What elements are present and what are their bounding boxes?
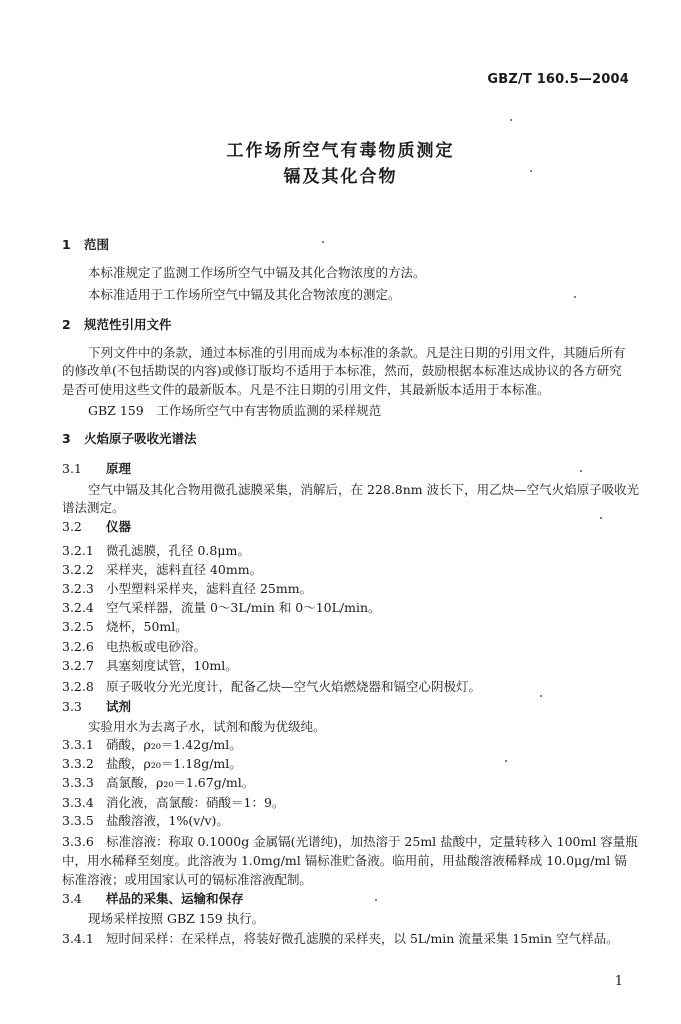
body-line <box>62 481 660 499</box>
body-line <box>62 344 660 362</box>
section-number: 3.3.5 <box>62 813 94 828</box>
line-text: 短时间采样：在采样点，将装好微孔滤膜的采样夹，以 5L/min 流量采集 15min 空气样品。 <box>106 931 619 946</box>
line-text: 实验用水为去离子水，试剂和酸为优级纯。 <box>88 719 326 734</box>
line-text: 原子吸收分光光度计，配备乙炔—空气火焰燃烧器和镉空心阴极灯。 <box>106 679 482 694</box>
section-heading <box>62 316 634 334</box>
section-heading <box>62 518 634 536</box>
body-line <box>62 852 634 870</box>
body-line <box>62 794 634 812</box>
body-line <box>62 678 634 696</box>
body-line <box>62 618 634 636</box>
scan-speck <box>510 119 512 121</box>
body-line <box>62 833 638 851</box>
line-text: 小型塑料采样夹，滤料直径 25mm。 <box>106 581 313 596</box>
body-line <box>62 264 660 282</box>
section-number: 3.2.5 <box>62 619 94 634</box>
body-line <box>62 812 634 830</box>
body-line <box>62 930 634 948</box>
line-text: 空气采样器，流量 0～3L/min 和 0～10L/min。 <box>106 600 381 615</box>
body-line <box>62 657 634 675</box>
line-text: 仪器 <box>106 519 132 534</box>
section-number: 3.3.1 <box>62 737 94 752</box>
line-text: GBZ 159 工作场所空气中有害物质监测的采样规范 <box>88 403 382 418</box>
line-text: 具塞刻度试管，10ml。 <box>106 658 238 673</box>
section-number: 3.3 <box>62 699 82 714</box>
body-line <box>62 774 634 792</box>
scan-speck <box>574 296 576 298</box>
line-text: 下列文件中的条款，通过本标准的引用而成为本标准的条款。凡是注日期的引用文件，其随后所有 <box>88 345 626 360</box>
line-text: 标准溶液：称取 0.1000g 金属镉(光谱纯)，加热溶于 25ml 盐酸中，定量转移入 100ml 容量瓶 <box>106 834 638 849</box>
body-line <box>62 638 634 656</box>
line-text: 中，用水稀释至刻度。此溶液为 1.0mg/ml 镉标准贮备液。临用前，用盐酸溶液稀释成 10.0μg/ml 镉 <box>62 853 627 868</box>
section-number: 3.2.2 <box>62 562 94 577</box>
line-text: 微孔滤膜，孔径 0.8μm。 <box>106 543 250 558</box>
section-number: 3.2.8 <box>62 679 94 694</box>
body-line <box>62 381 634 399</box>
line-text: 消化液，高氯酸：硝酸＝1：9。 <box>106 795 285 810</box>
line-text: 试剂 <box>106 699 132 714</box>
body-line <box>62 718 660 736</box>
section-number: 3.2.6 <box>62 639 94 654</box>
body-line <box>62 871 634 889</box>
line-text: 烧杯，50ml。 <box>106 619 188 634</box>
line-text: 硝酸，ρ₂₀＝1.42g/ml。 <box>106 737 242 752</box>
section-number: 3.3.2 <box>62 756 94 771</box>
standard-code: GBZ/T 160.5—2004 <box>487 72 629 87</box>
body-line <box>62 580 634 598</box>
body-line <box>62 362 634 380</box>
section-number: 3.3.6 <box>62 834 94 849</box>
body-line <box>62 402 660 420</box>
line-text: 样品的采集、运输和保存 <box>106 891 244 906</box>
line-text: 标准溶液；或用国家认可的镉标准溶液配制。 <box>62 872 313 887</box>
line-text: 范围 <box>84 237 110 252</box>
scan-speck <box>530 170 532 172</box>
line-text: 原理 <box>106 461 132 476</box>
body-line <box>62 499 634 517</box>
section-number: 3.2.7 <box>62 658 94 673</box>
scan-speck <box>580 470 582 472</box>
section-number: 3.1 <box>62 461 82 476</box>
body-line <box>62 599 634 617</box>
section-heading <box>62 236 634 254</box>
line-text: 规范性引用文件 <box>84 317 172 332</box>
scan-speck <box>505 760 507 762</box>
line-text: 的修改单(不包括勘误的内容)或修订版均不适用于本标准，然而，鼓励根据本标准达成协议的各方研究 <box>62 363 622 378</box>
scan-speck <box>375 899 377 901</box>
section-heading <box>62 890 634 908</box>
line-text: 谱法测定。 <box>62 500 125 515</box>
scan-speck <box>540 695 542 697</box>
section-number: 1 <box>62 237 71 252</box>
line-text: 电热板或电砂浴。 <box>106 639 207 654</box>
body-line <box>62 286 660 304</box>
scan-speck <box>600 517 602 519</box>
section-heading <box>62 460 634 478</box>
line-text: 本标准适用于工作场所空气中镉及其化合物浓度的测定。 <box>88 287 401 302</box>
body-line <box>62 736 634 754</box>
section-number: 3 <box>62 431 71 446</box>
body-line <box>62 542 634 560</box>
section-number: 3.3.4 <box>62 795 94 810</box>
section-number: 3.3.3 <box>62 775 94 790</box>
section-number: 3.2 <box>62 519 82 534</box>
line-text: 本标准规定了监测工作场所空气中镉及其化合物浓度的方法。 <box>88 265 426 280</box>
section-number: 3.2.3 <box>62 581 94 596</box>
line-text: 火焰原子吸收光谱法 <box>84 431 197 446</box>
document-subtitle: 镉及其化合物 <box>283 167 398 187</box>
section-number: 3.2.4 <box>62 600 94 615</box>
line-text: 空气中镉及其化合物用微孔滤膜采集，消解后，在 228.8nm 波长下，用乙炔—空气火焰原子吸收光 <box>88 482 640 497</box>
section-number: 2 <box>62 317 71 332</box>
section-heading <box>62 430 634 448</box>
section-number: 3.4 <box>62 891 82 906</box>
line-text: 现场采样按照 GBZ 159 执行。 <box>88 911 265 926</box>
line-text: 是否可使用这些文件的最新版本。凡是不注日期的引用文件，其最新版本适用于本标准。 <box>62 382 550 397</box>
section-number: 3.4.1 <box>62 931 94 946</box>
page-number: 1 <box>614 974 623 989</box>
body-line <box>62 561 634 579</box>
line-text: 采样夹，滤料直径 40mm。 <box>106 562 263 577</box>
body-line <box>62 755 634 773</box>
line-text: 盐酸，ρ₂₀＝1.18g/ml。 <box>106 756 242 771</box>
line-text: 盐酸溶液，1%(v/v)。 <box>106 813 229 828</box>
section-heading <box>62 698 634 716</box>
section-number: 3.2.1 <box>62 543 94 558</box>
line-text: 高氯酸，ρ₂₀＝1.67g/ml。 <box>106 775 255 790</box>
document-title: 工作场所空气有毒物质测定 <box>226 141 455 161</box>
scan-speck <box>322 241 324 243</box>
body-line <box>62 910 660 928</box>
